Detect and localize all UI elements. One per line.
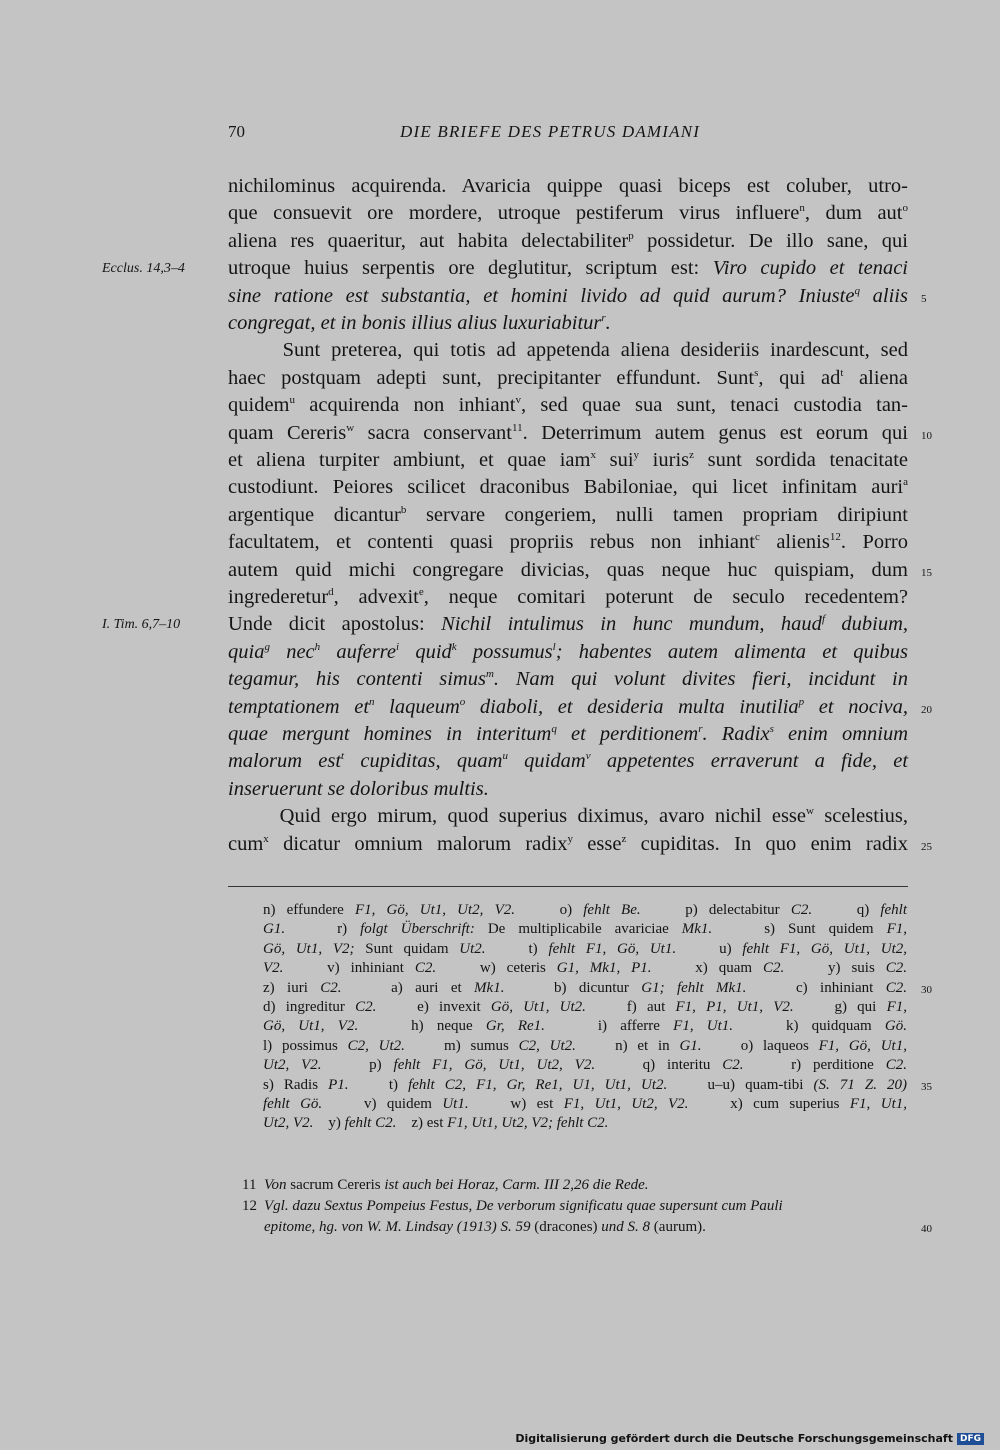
apparatus-line: fehlt Gö. v) quidem Ut1. w) est F1, Ut1, Ut2, V2. x) cum superius F1, Ut1, [263,1096,907,1112]
running-header [228,122,908,150]
footnote-number: 11 [242,1177,257,1193]
running-title: DIE BRIEFE DES PETRUS DAMIANI [400,122,701,141]
line-number: 30 [921,983,932,996]
text-line: et aliena turpiter ambiunt, et quae iam$^x$ sui$^y$ iuris$^z$ sunt sordida tenacitate [228,449,908,471]
line-number: 25 [921,840,932,853]
apparatus-line: d) ingreditur C2. e) invexit Gö, Ut1, Ut2. f) aut F1, P1, Ut1, V2. g) qui F1, [263,999,907,1015]
footnote-text: Vgl. dazu Sextus Pompeius Festus, De verborum significatu quae supersunt cum Pauli [264,1198,783,1214]
credit-text: Digitalisierung gefördert durch die Deutsche Forschungsgemeinschaft [515,1432,953,1445]
text-line: quae mergunt homines in interitum$^q$ et perditionem$^r$. Radix$^s$ enim omnium [228,723,908,745]
apparatus-line: Gö, Ut1, V2. h) neque Gr, Re1. i) afferre F1, Ut1. k) quidquam Gö. [263,1018,907,1035]
line-number: 20 [921,703,932,716]
apparatus-line: Ut2, V2. y) fehlt C2. z) est F1, Ut1, Ut2, V2; fehlt C2. [263,1115,609,1132]
text-line: congregat, et in bonis illius alius luxuriabitur$^r$. [228,312,611,334]
dfg-logo: DFG [957,1433,984,1445]
text-line: quia$^g$ nec$^h$ auferre$^i$ quid$^k$ possumus$^l$; habentes autem alimenta et quibus [228,640,908,663]
footnote-line [242,1177,908,1197]
line-number: 10 [921,429,932,442]
text-line: quidem$^u$ acquirenda non inhiant$^v$, sed quae sua sunt, tenaci custodia tan- [228,394,908,417]
text-line: quam Cereris$^w$ sacra conservant$^{11}$. Deterrimum autem genus est eorum qui [228,421,908,444]
text-line: que consuevit ore mordere, utroque pestiferum virus influere$^n$, dum aut$^o$ [228,202,908,225]
footnote-line [242,1198,908,1218]
text-line: nichilominus acquirenda. Avaricia quippe quasi biceps est coluber, utro- [228,175,908,197]
margin-reference: I. Tim. 6,7–10 [102,617,181,633]
footer-credit [515,1432,984,1445]
apparatus-line: G1. r) folgt Überschrift: De multiplicabile avariciae Mk1. s) Sunt quidem F1, [263,921,908,938]
text-line: inseruerunt se doloribus multis. [228,777,489,800]
line-number: 5 [921,292,927,305]
text-line: argentique dicantur$^b$ servare congeriem, nulli tamen propriam diripiunt [228,503,908,526]
footnote-rule [228,886,908,887]
footnote-text: Von sacrum Cereris ist auch bei Horaz, Carm. III 2,26 die Rede. [264,1177,649,1193]
text-line: tegamur, his contenti simus$^m$. Nam qui volunt divites fieri, incidunt in [228,668,908,691]
apparatus-line: l) possimus C2, Ut2. m) sumus C2, Ut2. n) et in G1. o) laqueos F1, Gö, Ut1, [263,1037,907,1054]
text-line: autem quid michi congregare divicias, quas neque huc quispiam, dum [228,558,908,581]
text-line: Sunt preterea, qui totis ad appetenda aliena desideriis inardescunt, sed [228,339,908,362]
text-line: aliena res quaeritur, aut habita delectabiliter$^p$ possidetur. De illo sane, qui [228,229,908,252]
text-line: sine ratione est substantia, et homini livido ad quid aurum? Iniuste$^q$ aliis [228,284,908,307]
line-number: 40 [921,1223,932,1235]
text-line: custodiunt. Peiores scilicet draconibus Babiloniae, qui licet infinitam auri$^a$ [228,476,908,499]
footnote-line [242,1219,908,1239]
line-number: 35 [921,1080,932,1093]
text-line: facultatem, et contenti quasi propriis rebus non inhiant$^c$ alienis$^{12}$. Porro [228,531,909,554]
footnote-text: epitome, hg. von W. M. Lindsay (1913) S. 59 (dracones) und S. 8 (aurum). [264,1219,706,1235]
apparatus-line: z) iuri C2. a) auri et Mk1. b) dicuntur G1; fehlt Mk1. c) inhiniant C2. [263,979,908,996]
apparatus-line: s) Radis P1. t) fehlt C2, F1, Gr, Re1, U1, Ut1, Ut2. u–u) quam-tibi (S. 71 Z. 20) [263,1076,908,1093]
text-line: haec postquam adepti sunt, precipitanter effundunt. Sunt$^s$, qui $ad^t$ aliena [228,366,908,389]
text-line: cum$^x$ dicatur omnium malorum radix$^y$ esse$^z$ cupiditas. In quo enim radix [228,832,909,855]
text-line: malorum est$^t$ cupiditas, quam$^u$ quidam$^v$ appetentes erraverunt a fide, et [228,750,909,773]
apparatus-line: n) effundere F1, Gö, Ut1, Ut2, V2. o) fehlt Be. p) delectabitur C2. q) fehlt [263,902,908,918]
text-line: temptationem $et^n$ laqueum$^o$ diaboli, et desideria multa inutilia$^p$ et nociva, [228,695,908,718]
page-number: 70 [228,122,245,141]
margin-reference: Ecclus. 14,3–4 [102,261,185,277]
text-line: utroque huius serpentis ore deglutitur, scriptum est: Viro cupido et tenaci [228,257,908,280]
text-line: ingrederetur$^d$, advexit$^e$, neque comitari poterunt de seculo recedentem? [228,586,908,608]
footnote-number: 12 [242,1198,257,1214]
apparatus-line: Ut2, V2. p) fehlt F1, Gö, Ut1, Ut2, V2. q) interitu C2. r) perditione C2. [263,1057,907,1074]
text-line: Unde dicit apostolus: Nichil intulimus in hunc mundum, haud$^f$ dubium, [228,613,908,636]
apparatus-line: Gö, Ut1, V2; Sunt quidam Ut2. t) fehlt F1, Gö, Ut1. u) fehlt F1, Gö, Ut1, Ut2, [263,940,907,957]
line-number: 15 [921,566,932,579]
apparatus-line: V2. v) inhiniant C2. w) ceteris G1, Mk1, P1. x) quam C2. y) suis C2. [263,960,908,977]
text-line: Quid ergo mirum, quod superius diximus, avaro nichil esse$^w$ scelestius, [228,805,908,828]
